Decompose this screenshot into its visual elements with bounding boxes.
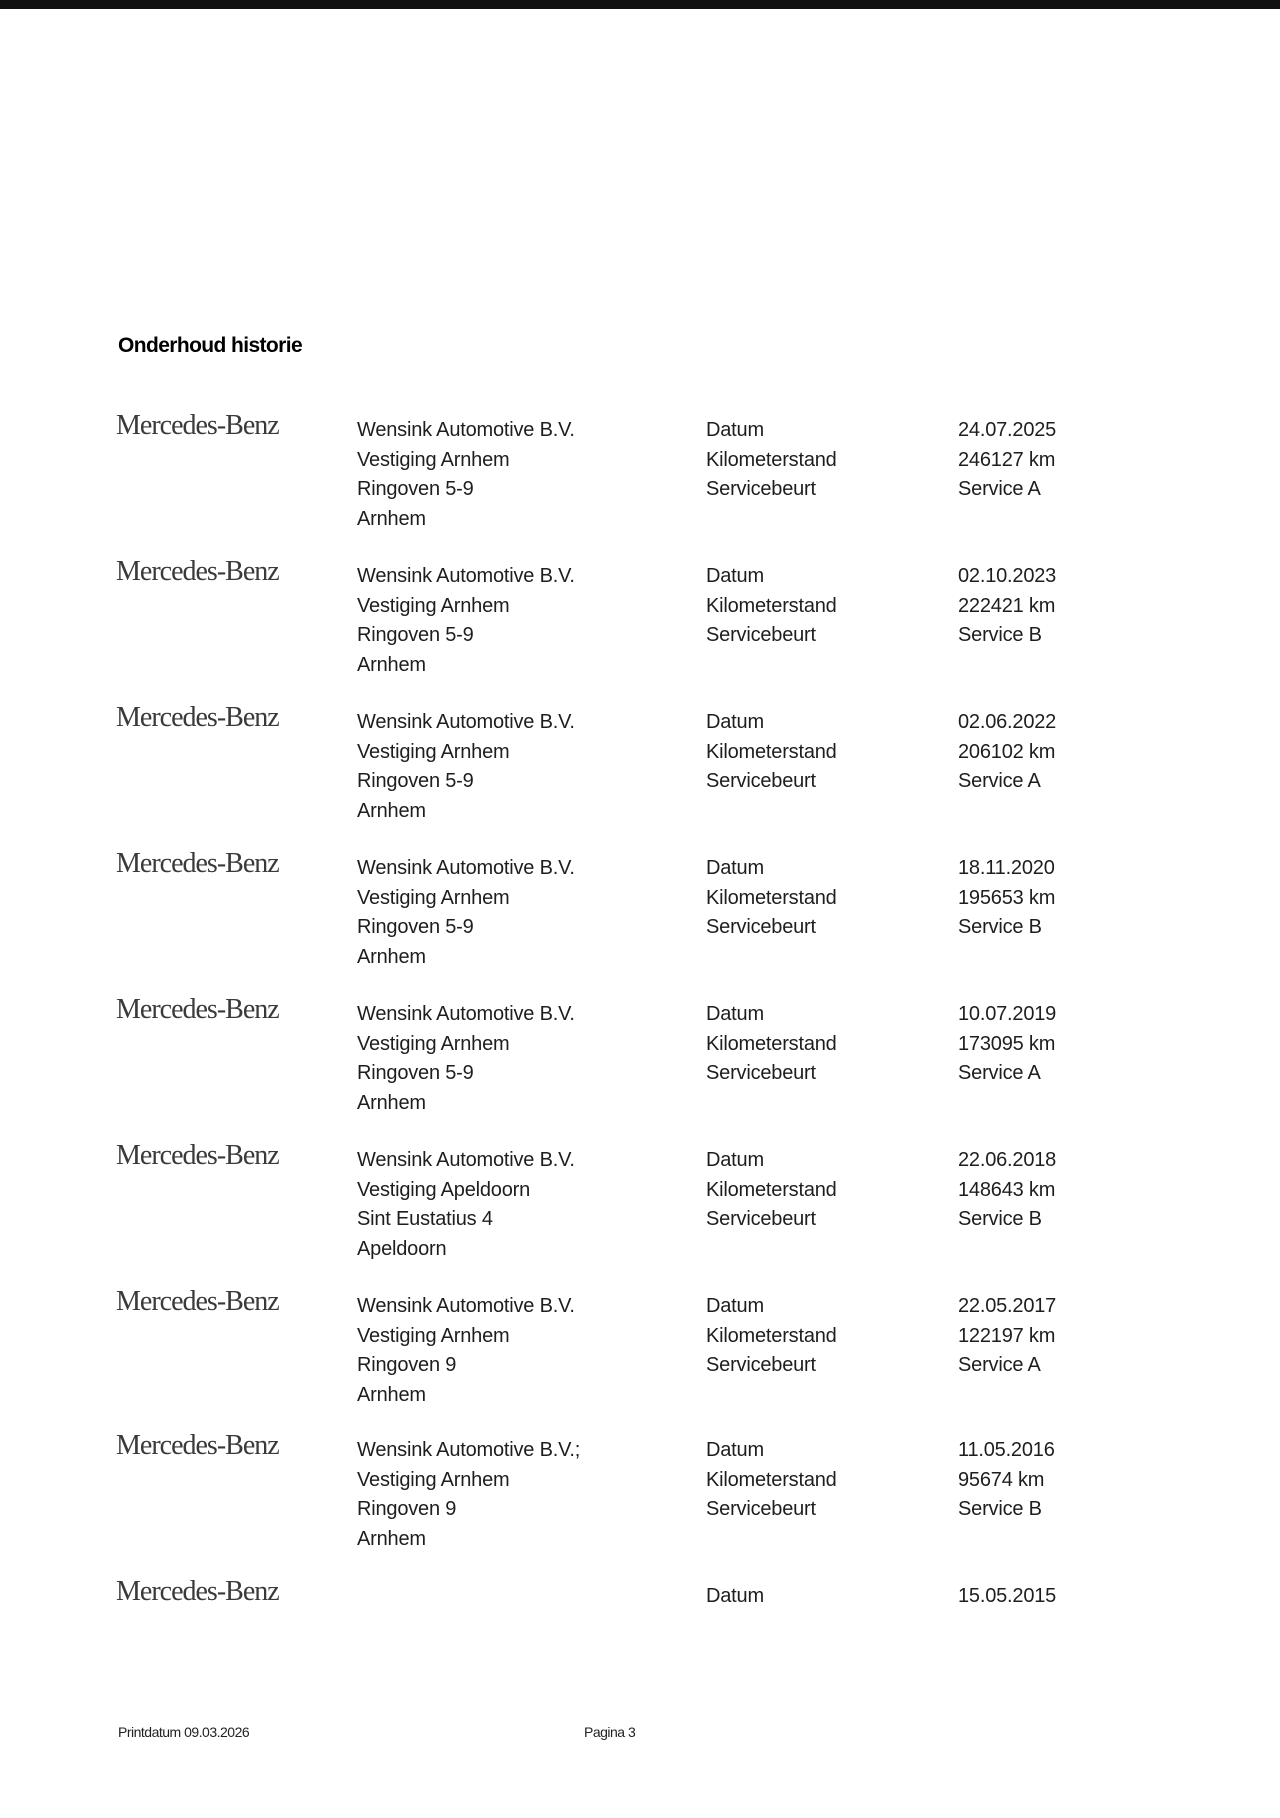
labels-column [706, 1292, 837, 1381]
field-value: 02.10.2023 [958, 565, 1057, 587]
field-value: Service B [958, 1498, 1042, 1520]
dealer-line: Arnhem [357, 507, 426, 530]
dealer-line: Ringoven 5-9 [357, 624, 474, 646]
page-title: Onderhoud historie [118, 334, 303, 357]
dealer-line: Ringoven 9 [357, 1354, 457, 1376]
values-column [958, 854, 1055, 943]
dealer-line: Apeldoorn [357, 1237, 447, 1260]
dealer-line: Arnhem [357, 1091, 426, 1114]
labels-column [706, 1146, 837, 1235]
values-column [958, 1292, 1056, 1381]
field-value: 95674 km [958, 1468, 1045, 1491]
dealer-line: Wensink Automotive B.V. [357, 1149, 575, 1171]
dealer-line: Vestiging Arnhem [357, 886, 510, 909]
field-value: 22.06.2018 [958, 1149, 1057, 1171]
field-value: 246127 km [958, 448, 1056, 471]
field-value: Service B [958, 624, 1042, 646]
dealer-line: Wensink Automotive B.V. [357, 419, 575, 441]
field-label: Datum [706, 419, 764, 441]
dealer-line: Vestiging Arnhem [357, 740, 510, 763]
dealer-column [357, 854, 575, 972]
dealer-line: Vestiging Arnhem [357, 448, 510, 471]
field-value: 122197 km [958, 1324, 1056, 1347]
dealer-line: Ringoven 5-9 [357, 478, 474, 500]
service-record [0, 996, 1280, 1136]
dealer-line: Vestiging Arnhem [357, 1032, 510, 1055]
field-value: 18.11.2020 [958, 857, 1055, 879]
field-label: Servicebeurt [706, 624, 816, 646]
print-date: Printdatum 09.03.2026 [118, 1724, 250, 1740]
service-record [0, 1578, 1280, 1718]
values-column [958, 1146, 1056, 1235]
dealer-line: Wensink Automotive B.V. [357, 857, 575, 879]
brand-logo-text: Mercedes-Benz [116, 410, 279, 441]
dealer-line: Ringoven 5-9 [357, 1062, 474, 1084]
dealer-column [357, 562, 575, 680]
dealer-line: Ringoven 5-9 [357, 770, 474, 792]
service-record [0, 1288, 1280, 1428]
dealer-column [357, 1436, 580, 1554]
brand-logo-text: Mercedes-Benz [116, 848, 279, 879]
values-column [958, 1436, 1055, 1525]
field-value: 195653 km [958, 886, 1056, 909]
field-label: Servicebeurt [706, 770, 816, 792]
labels-column [706, 1582, 764, 1612]
field-value: 10.07.2019 [958, 1003, 1057, 1025]
dealer-column [357, 1146, 575, 1264]
field-label: Kilometerstand [706, 1468, 837, 1491]
brand-logo-text: Mercedes-Benz [116, 702, 279, 733]
dealer-column [357, 1000, 575, 1118]
field-label: Datum [706, 1003, 764, 1025]
values-column [958, 708, 1056, 797]
field-label: Datum [706, 1295, 764, 1317]
field-value: 22.05.2017 [958, 1295, 1057, 1317]
field-value: 206102 km [958, 740, 1056, 763]
values-column [958, 562, 1056, 651]
dealer-line: Wensink Automotive B.V.; [357, 1439, 581, 1461]
field-label: Servicebeurt [706, 1208, 816, 1230]
dealer-line: Ringoven 9 [357, 1498, 457, 1520]
field-value: 222421 km [958, 594, 1056, 617]
dealer-line: Wensink Automotive B.V. [357, 565, 575, 587]
brand-logo-text: Mercedes-Benz [116, 994, 279, 1025]
brand-logo-text: Mercedes-Benz [116, 1576, 279, 1607]
field-label: Servicebeurt [706, 478, 816, 500]
values-column [958, 1582, 1056, 1612]
dealer-line: Wensink Automotive B.V. [357, 1295, 575, 1317]
page-number: Pagina 3 [584, 1724, 636, 1740]
field-label: Servicebeurt [706, 1062, 816, 1084]
field-label: Kilometerstand [706, 1324, 837, 1347]
labels-column [706, 1436, 837, 1525]
dealer-line: Arnhem [357, 653, 426, 676]
dealer-line: Wensink Automotive B.V. [357, 711, 575, 733]
dealer-line: Vestiging Arnhem [357, 1324, 510, 1347]
service-record [0, 704, 1280, 844]
labels-column [706, 562, 837, 651]
field-value: 02.06.2022 [958, 711, 1057, 733]
dealer-line: Wensink Automotive B.V. [357, 1003, 575, 1025]
field-label: Datum [706, 711, 764, 733]
field-value: 148643 km [958, 1178, 1056, 1201]
labels-column [706, 854, 837, 943]
field-label: Datum [706, 1585, 764, 1607]
service-record [0, 558, 1280, 698]
field-label: Kilometerstand [706, 448, 837, 471]
brand-logo-text: Mercedes-Benz [116, 1140, 279, 1171]
dealer-column [357, 416, 575, 534]
values-column [958, 416, 1056, 505]
labels-column [706, 416, 837, 505]
field-value: 15.05.2015 [958, 1585, 1057, 1607]
field-label: Datum [706, 1149, 764, 1171]
dealer-column [357, 1292, 575, 1410]
dealer-line: Arnhem [357, 1527, 426, 1550]
service-record [0, 1142, 1280, 1282]
dealer-line: Vestiging Apeldoorn [357, 1178, 531, 1201]
field-value: Service A [958, 1062, 1041, 1084]
field-value: 11.05.2016 [958, 1439, 1055, 1461]
field-label: Kilometerstand [706, 594, 837, 617]
field-value: 24.07.2025 [958, 419, 1057, 441]
labels-column [706, 1000, 837, 1089]
field-label: Datum [706, 1439, 764, 1461]
brand-logo-text: Mercedes-Benz [116, 556, 279, 587]
field-label: Kilometerstand [706, 1178, 837, 1201]
dealer-column [357, 708, 575, 826]
dealer-line: Arnhem [357, 945, 426, 968]
dealer-line: Vestiging Arnhem [357, 594, 510, 617]
brand-logo-text: Mercedes-Benz [116, 1430, 279, 1461]
labels-column [706, 708, 837, 797]
dealer-line: Ringoven 5-9 [357, 916, 474, 938]
values-column [958, 1000, 1056, 1089]
dealer-line: Arnhem [357, 1383, 426, 1406]
service-record [0, 1432, 1280, 1572]
field-label: Servicebeurt [706, 1498, 816, 1520]
field-label: Kilometerstand [706, 886, 837, 909]
field-value: Service A [958, 478, 1041, 500]
field-value: Service A [958, 770, 1041, 792]
field-label: Datum [706, 565, 764, 587]
service-record [0, 850, 1280, 990]
brand-logo-text: Mercedes-Benz [116, 1286, 279, 1317]
dealer-line: Arnhem [357, 799, 426, 822]
dealer-line: Sint Eustatius 4 [357, 1208, 493, 1230]
field-label: Kilometerstand [706, 1032, 837, 1055]
field-label: Servicebeurt [706, 1354, 816, 1376]
field-value: 173095 km [958, 1032, 1056, 1055]
field-label: Servicebeurt [706, 916, 816, 938]
field-label: Datum [706, 857, 764, 879]
field-value: Service B [958, 1208, 1042, 1230]
field-label: Kilometerstand [706, 740, 837, 763]
field-value: Service A [958, 1354, 1041, 1376]
service-record [0, 412, 1280, 552]
dealer-line: Vestiging Arnhem [357, 1468, 510, 1491]
field-value: Service B [958, 916, 1042, 938]
